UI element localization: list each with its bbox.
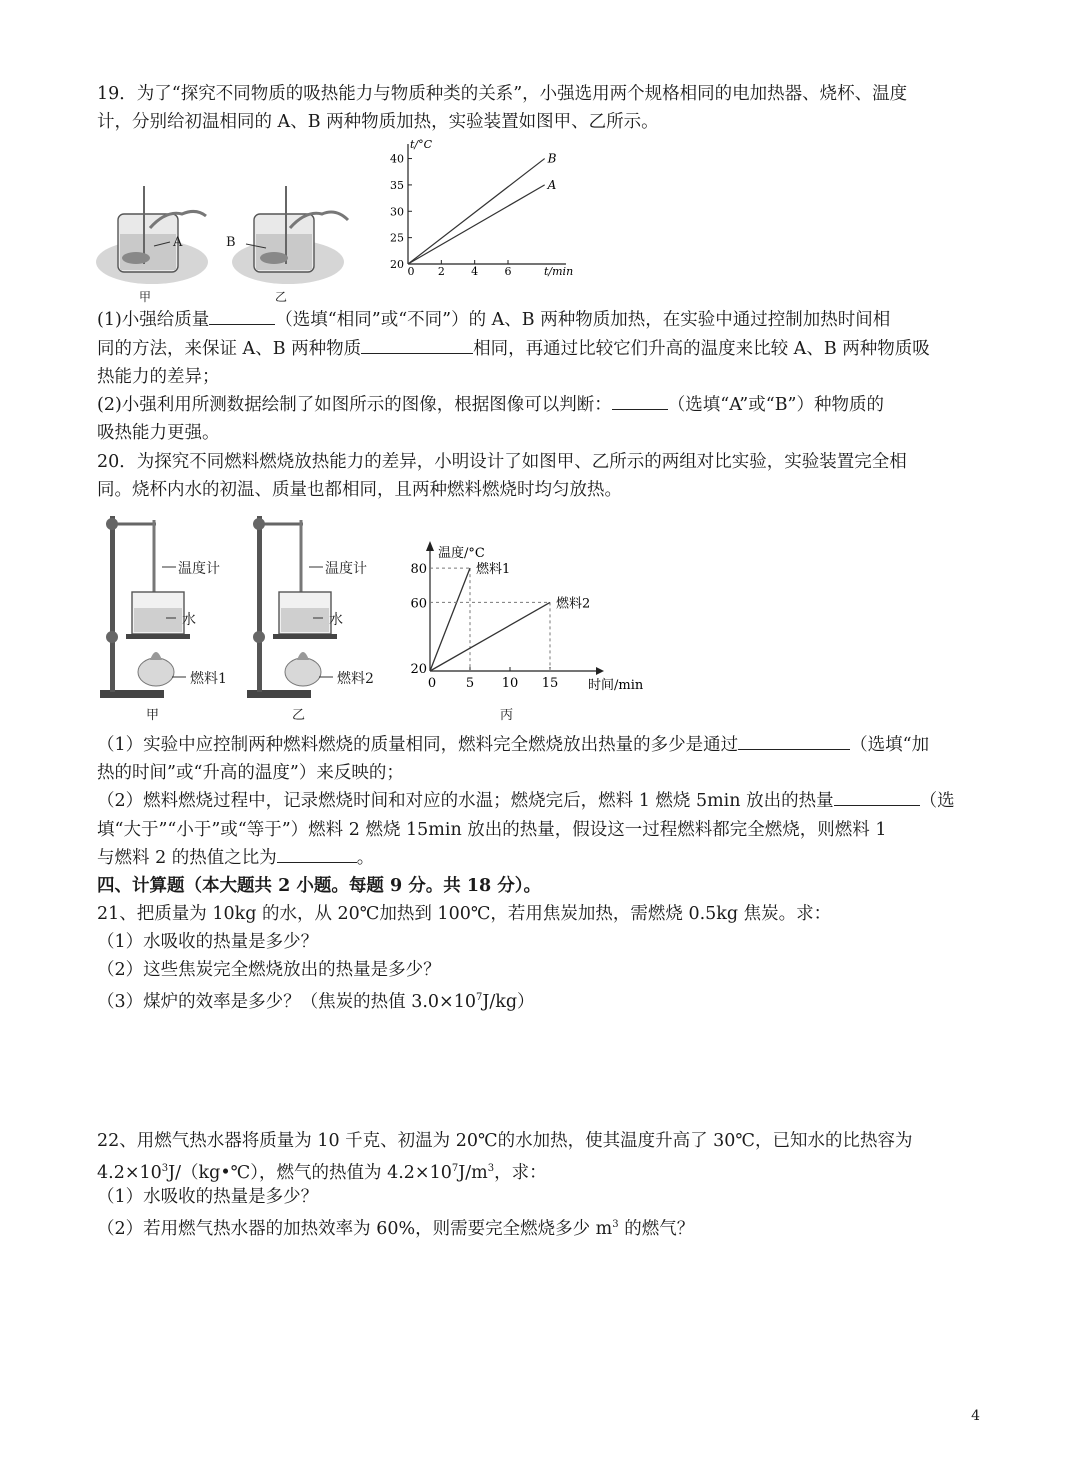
q22-sub1: （1）水吸收的热量是多少？ [97,1187,319,1207]
q20-jia-water-label: 水 [182,612,196,628]
y-tick-label: 25 [390,231,404,245]
x-tick-label: 0 [407,265,415,278]
q20-p2-blank1[interactable] [834,787,920,806]
q21-sub3 [97,984,987,1016]
q19-p1-text-b: （选填“相同”或“不同”）的 A、B 两种物质加热，在实验中通过控制加热时间相 [275,310,891,330]
section4-title: 四、计算题（本大题共 2 小题。每题 9 分。共 18 分）。 [97,876,542,896]
q22-text-a: 4.2×10 [97,1162,162,1183]
q19-p1-text-a: (1)小强给质量 [97,310,210,330]
q20-part1-line2: 热的时间”或“升高的温度”）来反映的； [97,763,404,783]
x-tick-label: 15 [541,676,559,691]
y-tick-label: 20 [390,258,404,271]
q19-beaker-a-figure [96,180,216,290]
q19-beaker-a-label: A [173,235,183,250]
q20-p2-text-d: 。 [356,848,375,868]
q22-sub2-exp: 3 [612,1219,619,1230]
q20-p1-text-a: （1）实验中应控制两种燃料燃烧的质量相同，燃料完全燃烧放出热量的多少是通过 [97,735,739,755]
q19-p1-text-c: 同的方法，来保证 A、B 两种物质 [97,339,362,359]
q19-part1-line1 [97,306,987,334]
x-tick-label: 6 [504,265,512,278]
q19-beaker-b-label: B [226,235,236,250]
y-tick-label: 20 [410,662,427,677]
x-axis-label: 时间/min [588,678,644,693]
series-line-燃料2 [430,602,550,671]
q22-text-b: J/（kg•℃），燃气的热值为 4.2×10 [168,1162,452,1183]
series-label-燃料2: 燃料2 [556,596,591,612]
y-tick-label: 80 [410,562,427,578]
q19-p2-text-a: (2)小强利用所测数据绘制了如图所示的图像，根据图像可以判断： [97,395,612,415]
q20-yi-fuel2-label: 燃料2 [337,671,374,687]
series-line-燃料1 [430,568,470,671]
x-tick-label: 0 [427,676,437,691]
q19-p1-text-d: 相同，再通过比较它们升高的温度来比较 A、B 两种物质吸 [473,339,930,359]
q19-temperature-chart [380,138,580,283]
q20-jia-thermometer-label: 温度计 [178,561,220,577]
q19-stem-line1: 19．为了“探究不同物质的吸热能力与物质种类的关系”，小强选用两个规格相同的电加热器、烧杯、温度 [97,84,908,104]
q19-p1-blank1[interactable] [209,306,275,325]
q19-fig-jia-label: 甲 [139,290,152,304]
q20-yi-thermometer-label: 温度计 [325,561,367,577]
q21-sub1: （1）水吸收的热量是多少？ [97,932,319,952]
page-number: 4 [971,1408,980,1424]
q20-p2-blank2[interactable] [277,844,357,863]
q22-sub2 [97,1211,987,1243]
q20-temperature-chart [400,535,650,700]
q21-sub3-text-a: （3）煤炉的效率是多少？（焦炭的热值 3.0×10 [97,991,476,1012]
y-axis-label: 温度/°C [438,546,485,561]
q19-chart-svg [380,138,580,283]
q20-part2-line3 [97,844,987,872]
q22-sub2-text-b: 的燃气？ [618,1218,695,1239]
q20-fig-bing-label: 丙 [500,708,514,723]
q20-chart-svg [400,535,650,700]
y-tick-label: 40 [390,152,404,166]
q20-fig-yi-label: 乙 [292,708,306,723]
x-tick-label: 5 [465,676,475,691]
q19-part2-line2: 吸热能力更强。 [97,423,220,443]
q21-sub3-exp: 7 [475,992,483,1003]
x-tick-label: 4 [471,265,479,278]
y-axis-label: t/°C [410,138,433,151]
q20-p2-text-a: （2）燃料燃烧过程中，记录燃烧时间和对应的水温；燃烧完后，燃料 1 燃烧 5min 放出的热量 [97,791,834,811]
q21-sub3-text-b: J/kg） [482,991,535,1012]
q20-jia-fuel1-label: 燃料1 [190,671,227,687]
q22-exp3: 3 [487,1163,495,1174]
y-tick-label: 60 [410,596,427,612]
q19-part2-line1 [97,391,987,419]
q22-exp2: 7 [451,1163,459,1174]
x-tick-label: 2 [437,265,445,278]
q19-beaker-b-figure [232,180,357,290]
q20-p1-blank[interactable] [738,731,850,750]
q22-text-c: J/m [458,1162,488,1183]
q22-stem-line1: 22、用燃气热水器将质量为 10 千克、初温为 20℃的水加热，使其温度升高了 30℃，已知水的比热容为 [97,1131,913,1151]
q22-sub2-text-a: （2）若用燃气热水器的加热效率为 60%，则需要完全燃烧多少 m [97,1218,613,1239]
q20-part1-line1 [97,731,987,759]
q19-p2-blank[interactable] [612,391,668,410]
q20-part2-line2: 填“大于”“小于”或“等于”）燃料 2 燃烧 15min 放出的热量，假设这一过程燃料都完全燃烧，则燃料 1 [97,820,887,840]
q19-fig-yi-label: 乙 [275,290,288,304]
q19-stem-line2: 计，分别给初温相同的 A、B 两种物质加热，实验装置如图甲、乙所示。 [97,112,659,132]
x-axis-arrow [596,667,604,675]
q20-stem-line1: 20．为探究不同燃料燃烧放热能力的差异，小明设计了如图甲、乙所示的两组对比实验，实验装置完全相 [97,452,907,472]
y-axis-arrow [426,541,434,551]
q20-yi-water-label: 水 [329,612,343,628]
q20-stem-line2: 同。烧杯内水的初温、质量也都相同，且两种燃料燃烧时均匀放热。 [97,480,622,500]
q21-stem: 21、把质量为 10kg 的水，从 20℃加热到 100℃，若用焦炭加热，需燃烧 0.5kg 焦炭。求： [97,904,832,924]
series-line-B [408,159,545,264]
q20-part2-line1 [97,787,987,815]
q19-part1-line2 [97,335,987,363]
y-tick-label: 30 [390,205,404,219]
series-label-A: A [547,177,557,192]
q20-p1-text-b: （选填“加 [850,735,930,755]
q19-p1-blank2[interactable] [361,335,473,354]
q20-fig-jia-label: 甲 [146,708,160,723]
q22-text-d: ，求： [494,1162,547,1183]
q22-exp1: 3 [161,1163,169,1174]
q20-p2-text-c: 与燃料 2 的热值之比为 [97,848,277,868]
x-tick-label: 10 [501,676,519,691]
q20-p2-text-b: （选 [919,791,955,811]
q19-p2-text-b: （选填“A”或“B”）种物质的 [667,395,885,415]
series-line-A [408,185,545,264]
q21-sub2: （2）这些焦炭完全燃烧放出的热量是多少？ [97,960,441,980]
series-label-燃料1: 燃料1 [476,562,511,578]
x-axis-label: t/min [544,265,574,278]
q19-part1-line3: 热能力的差异； [97,367,220,387]
series-label-B: B [547,151,557,166]
y-tick-label: 35 [390,178,404,192]
